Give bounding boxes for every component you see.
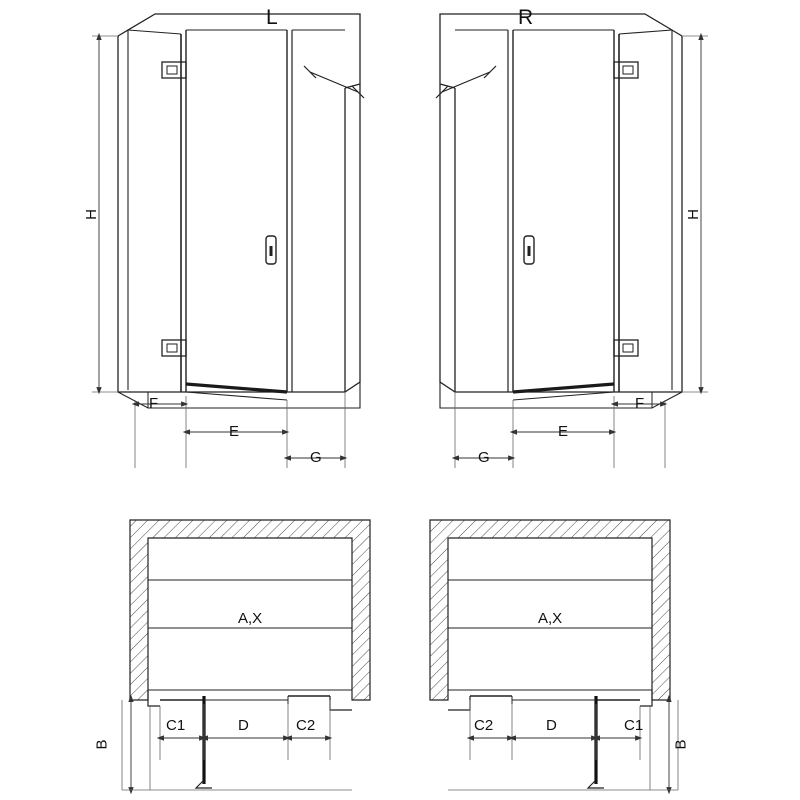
label-elevation-left-dim-1: E xyxy=(229,423,240,440)
label-plan-left-wall: A,X xyxy=(238,610,263,627)
label-plan-right-dim-0: C2 xyxy=(474,717,494,734)
label-plan-right-depth: B xyxy=(672,739,690,750)
label-plan-right-dim-2: C1 xyxy=(624,717,644,734)
label-variant-right: R xyxy=(518,6,534,29)
label-elevation-right-dim-0: G xyxy=(478,449,490,466)
label-elevation-right-dim-2: F xyxy=(635,395,645,412)
label-plan-left-depth: B xyxy=(93,739,111,750)
label-variant-left: L xyxy=(266,6,278,29)
label-elevation-right-dim-1: E xyxy=(558,423,569,440)
label-elevation-left-dim-2: G xyxy=(310,449,322,466)
label-plan-right-dim-1: D xyxy=(546,717,557,734)
plan-right xyxy=(430,520,678,790)
label-height-right: H xyxy=(684,209,702,220)
label-plan-left-dim-0: C1 xyxy=(166,717,186,734)
label-height-left: H xyxy=(82,209,100,220)
label-plan-right-wall: A,X xyxy=(538,610,563,627)
label-elevation-left-dim-0: F xyxy=(149,395,159,412)
elevation-right xyxy=(436,14,708,468)
label-plan-left-dim-2: C2 xyxy=(296,717,316,734)
label-plan-left-dim-1: D xyxy=(238,717,249,734)
plan-left xyxy=(122,520,370,790)
elevation-left xyxy=(92,14,364,468)
